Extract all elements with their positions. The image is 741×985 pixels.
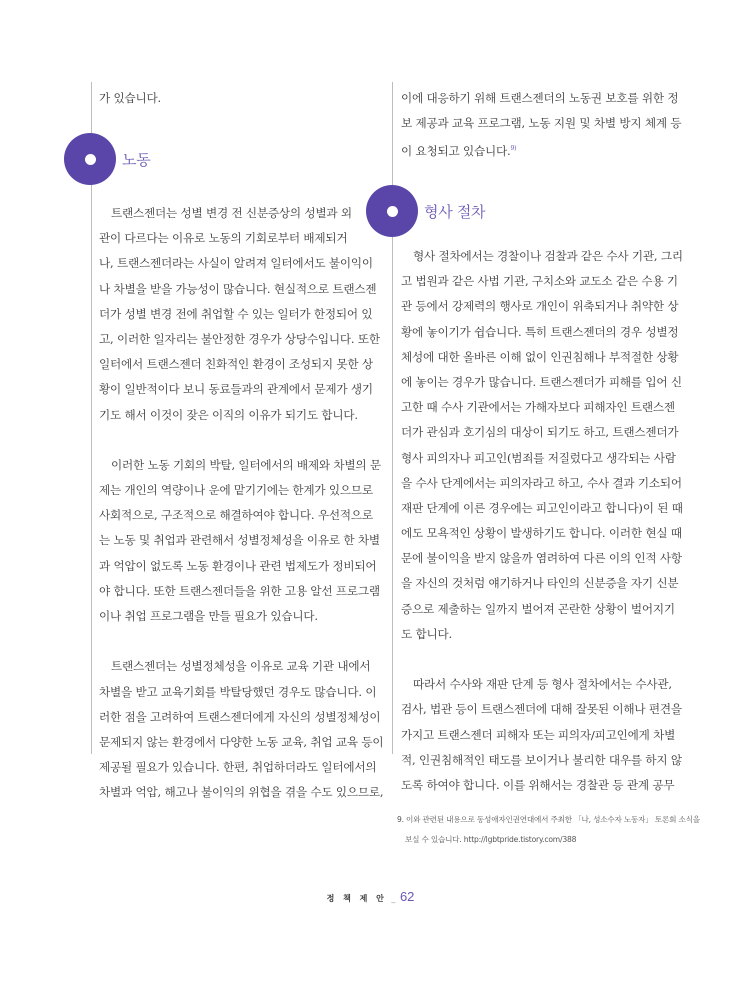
text-line: 도록 하여야 합니다. 이를 위해서는 경찰관 등 관계 공무 [401, 777, 675, 792]
text-line: 고, 이러한 일자리는 불안정한 경우가 상당수입니다. 또한 [99, 331, 380, 346]
text-line: 형사 절차에서는 경찰이나 검찰과 같은 수사 기관, 그리 [413, 249, 683, 263]
paragraph-gap [99, 629, 383, 654]
page-number: 62 [399, 889, 415, 904]
text-line: 문제되지 않는 환경에서 다양한 노동 교육, 취업 교육 등이 [99, 734, 384, 749]
text-line: 이러한 노동 기회의 박탈, 일터에서의 배제와 차별의 문 [111, 457, 381, 472]
text-line: 트랜스젠더는 성별정체성을 이유로 교육 기관 내에서 [111, 659, 371, 674]
heading-bullet-icon [366, 185, 418, 237]
text-line: 관이 다르다는 이유로 노동의 기회로부터 배제되거 [99, 231, 348, 246]
section-heading-labor [64, 133, 150, 185]
text-line: 형사 피의자나 피고인(범죄를 저질렀다고 생각되는 사람 [401, 450, 676, 465]
left-column-body [99, 201, 383, 806]
right-column-rule [392, 82, 393, 754]
text-line: 을 자신의 것처럼 얘기하거나 타인의 신분증을 자기 신분 [401, 576, 679, 591]
section-heading-criminal-procedure [366, 185, 485, 237]
text-line: 트랜스젠더는 성별 변경 전 신분증상의 성별과 외 [111, 206, 352, 220]
footnote-line: 보실 수 있습니다. http://lgbtpride.tistory.com/388 [405, 835, 577, 844]
text-line: 보 제공과 교육 프로그램, 노동 지원 및 차별 방지 체계 등 [401, 116, 682, 131]
page-footer [0, 889, 741, 904]
text-line: 이 요청되고 있습니다.$^{9)}$ [401, 144, 517, 159]
text-line: 가 있습니다. [99, 91, 161, 105]
footer-separator: _ [391, 894, 396, 903]
text-line: 관 등에서 강제력의 행사로 개인이 위축되거나 취약한 상 [401, 299, 679, 314]
text-line: 더가 성별 변경 전에 취업할 수 있는 일터가 한정되어 있 [99, 306, 373, 321]
text-line: 차별을 받고 교육기회를 박탈당했던 경우도 많습니다. 이 [99, 684, 377, 699]
text-line: 차별과 억압, 해고나 불이익의 위협을 겪을 수도 있으므로, [99, 785, 384, 800]
footnote [397, 810, 700, 850]
text-line: 따라서 수사와 재판 단계 등 형사 절차에서는 수사관, [413, 677, 672, 692]
text-line: 더가 관심과 호기심의 대상이 되기도 하고, 트랜스젠더가 [401, 425, 679, 440]
text-line: 나 차별을 받을 가능성이 많습니다. 현실적으로 트랜스젠 [99, 281, 377, 296]
text-line: 는 노동 및 취업과 관련해서 성별정체성을 이유로 한 차별 [99, 533, 380, 548]
footnote-ref: 9) [510, 145, 517, 153]
left-lead-text [99, 86, 161, 111]
footnote-line: 9. 이와 관련된 내용으로 동성애자인권연대에서 주최한 「나, 성소수자 노동자」 토론회 소식을 [397, 815, 700, 824]
text-line: 고한 때 수사 기관에서는 가해자보다 피해자인 트랜스젠 [401, 400, 675, 415]
footer-label: 정 책 제 안 [326, 894, 387, 903]
text-line: 야 합니다. 또한 트랜스젠더들을 위한 고용 알선 프로그램 [99, 583, 380, 598]
text-line: 사회적으로, 구조적으로 해결하여야 합니다. 우선적으로 [99, 508, 373, 523]
text-line: 가지고 트랜스젠더 피해자 또는 피의자/피고인에게 차별 [401, 727, 676, 742]
text-line: 재판 단계에 이른 경우에는 피고인이라고 합니다)이 된 때 [401, 500, 683, 515]
text-line: 제는 개인의 역량이나 운에 맡기기에는 한계가 있으므로 [99, 483, 373, 498]
heading-bullet-icon [64, 133, 116, 185]
text-line: 과 억압이 없도록 노동 환경이나 관련 법제도가 정비되어 [99, 558, 377, 573]
text-line: 도 합니다. [401, 626, 452, 641]
text-line: 이나 취업 프로그램을 만들 필요가 있습니다. [99, 609, 318, 623]
text-line: 고 법원과 같은 사법 기관, 구치소와 교도소 같은 수용 기 [401, 274, 678, 289]
text-line: 황이 일반적이다 보니 동료들과의 관계에서 문제가 생기 [99, 382, 373, 397]
text-line: 을 수사 단계에서는 피의자라고 하고, 수사 결과 기소되어 [401, 475, 682, 490]
text-line: 일터에서 트랜스젠더 친화적인 환경이 조성되지 못한 상 [99, 357, 373, 372]
text-line: 제공될 필요가 있습니다. 한편, 취업하더라도 일터에서의 [99, 760, 377, 775]
text-line: 러한 점을 고려하여 트랜스젠더에게 자신의 성별정체성이 [99, 709, 381, 724]
text-line: 황에 놓이기가 쉽습니다. 특히 트랜스젠더의 경우 성별정 [401, 324, 679, 339]
text-line: 기도 해서 이것이 잦은 이직의 이유가 되기도 합니다. [99, 407, 358, 422]
text-line: 검사, 법관 등이 트랜스젠더에 대해 잘못된 이해나 편견을 [401, 702, 682, 717]
text-line: 적, 인권침해적인 태도를 보이거나 불리한 대우를 하지 않 [401, 752, 682, 767]
text-line: 에 놓이는 경우가 많습니다. 트랜스젠더가 피해를 입어 신 [401, 374, 682, 389]
text-line: 이에 대응하기 위해 트랜스젠더의 노동권 보호를 위한 정 [401, 91, 679, 105]
heading-text: 노동 [122, 150, 151, 169]
heading-text: 형사 절차 [424, 202, 486, 221]
right-column-body [401, 244, 683, 798]
text-line: 문에 불이익을 받지 않을까 염려하여 다른 이의 인적 사항 [401, 551, 682, 566]
text-line: 증으로 제출하는 일까지 벌어져 곤란한 상황이 벌어지기 [401, 601, 675, 616]
text-line: 에도 모욕적인 상황이 발생하기도 합니다. 이러한 현실 때 [401, 526, 682, 541]
text-line: 나, 트랜스젠더라는 사실이 알려져 일터에서도 불이익이 [99, 256, 373, 271]
paragraph-gap [99, 428, 383, 453]
right-lead-text [401, 86, 681, 162]
paragraph-gap [401, 647, 683, 672]
text-line: 체성에 대한 올바른 이해 없이 인권침해나 부적절한 상황 [401, 349, 679, 364]
